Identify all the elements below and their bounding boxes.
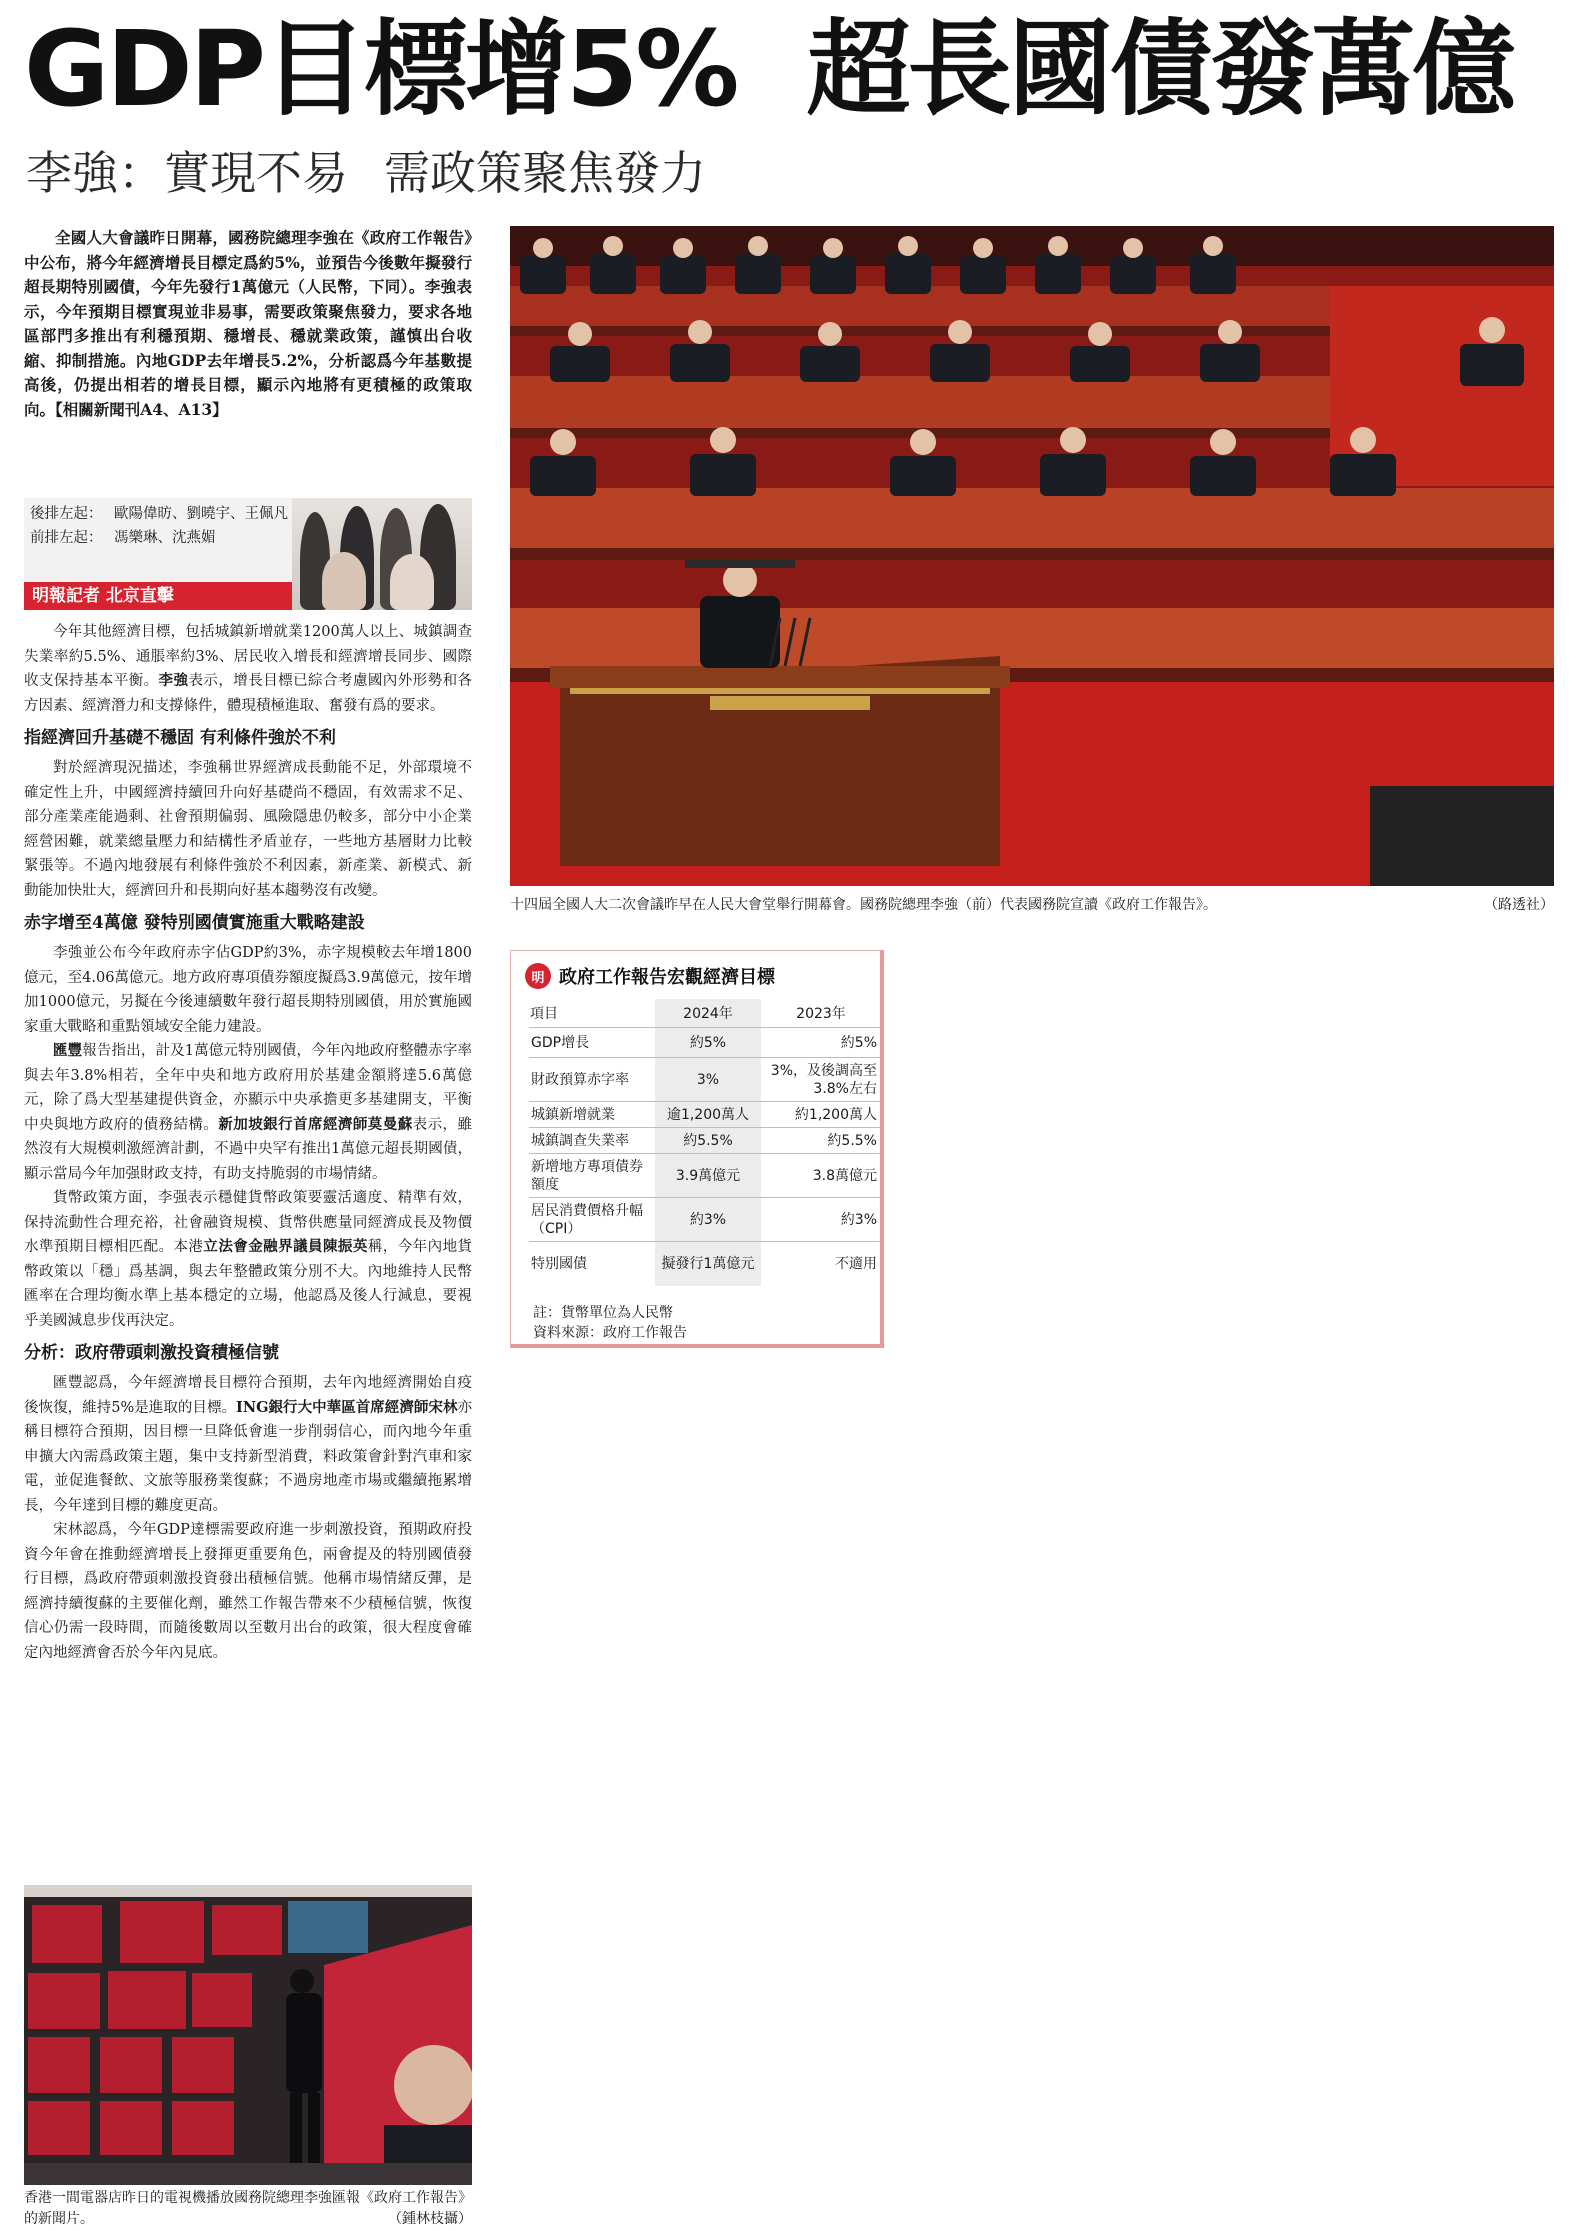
mingpao-logo-icon: 明 xyxy=(525,963,551,989)
subhead-part1: 李強：實現不易 xyxy=(26,146,348,200)
col-header: 2023年 xyxy=(796,1006,846,1022)
headline-part2: 超長國債發萬億 xyxy=(806,8,1514,130)
paragraph: 宋林認爲，今年GDP達標需要政府進一步刺激投資，預期政府投資今年會在推動經濟增長上發揮更重要角色，兩會提及的特別國債發行目標，爲政府帶頭刺激投資發出積極信號。他稱市場情緒反彈，是經濟持續復蘇的主要催化劑，雖然工作報告帶來不少積極信號，恢復信心仍需一段時間，而隨後數周以至數月出台的政策，很大程度會確定內地經濟會否於今年內見底。 xyxy=(24,1522,472,1661)
table-header xyxy=(525,961,865,991)
table-row: 財政預算赤字率 3% 3%，及後調高至3.8%左右 xyxy=(529,1058,881,1102)
paragraph: 對於經濟現況描述，李強稱世界經濟成長動能不足，外部環境不確定性上升，中國經濟持續回升向好基礎尚不穩固，有效需求不足、部分產業產能過剩、社會預期偏弱、風險隱患仍較多，部分中小企業經營困難，就業總量壓力和結構性矛盾並存，一些地方基層財力比較緊張等。不過內地發展有利條件強於不利因素，新產業、新模式、新動能加快壯大，經濟回升和長期向好基本趨勢沒有改變。 xyxy=(24,760,472,899)
table-row: 城鎮調查失業率 約5.5% 約5.5% xyxy=(529,1128,881,1154)
section-title: 分析：政府帶頭刺激投資積極信號 xyxy=(24,1343,279,1363)
paragraph: 匯豐認爲，今年經濟增長目標符合預期，去年內地經濟開始自疫後恢復，維持5%是進取的目標。ING銀行大中華區首席經濟師宋林亦稱目標符合預期，因目標一旦降低會進一步削弱信心，而內地今年重申擴大內需爲政策主題，集中支持新型消費，料政策會針對汽車和家電，並促進餐飲、文旅等服務業復蘇；不過房地產市場或繼續拖累增長，今年達到目標的難度更高。 xyxy=(24,1375,472,1514)
main-caption-text: 十四屆全國人大二次會議昨早在人民大會堂舉行開幕會。國務院總理李強（前）代表國務院宣讀《政府工作報告》。 xyxy=(510,897,1217,913)
tv-store-photo xyxy=(24,1885,472,2185)
table-row: 居民消費價格升幅（CPI） 約3% 約3% xyxy=(529,1198,881,1242)
table-notes xyxy=(533,1303,863,1343)
back-row-label: 後排左起： xyxy=(30,506,103,522)
lead-paragraph xyxy=(24,226,472,422)
front-row-label: 前排左起： xyxy=(30,530,103,546)
currency-note: 註：貨幣單位為人民幣 xyxy=(533,1305,673,1321)
table-row: GDP增長 約5% 約5% xyxy=(529,1028,881,1058)
press-label: 明報記者 北京直擊 xyxy=(24,582,294,610)
table-title: 政府工作報告宏觀經濟目標 xyxy=(559,967,775,988)
headline xyxy=(24,4,1564,134)
section-title: 赤字增至4萬億 發特別國債實施重大戰略建設 xyxy=(24,913,365,933)
paragraph: 今年其他經濟目標，包括城鎮新增就業1200萬人以上、城鎮調查失業率約5.5%、通脹率約3%、居民收入增長和經濟增長同步、國際收支保持基本平衡。李強表示，增長目標已綜合考慮國內外形勢和各方因素、經濟潛力和支撐條件，體現積極進取、奮發有爲的要求。 xyxy=(24,624,473,714)
headline-part1: GDP目標增5% xyxy=(24,8,737,130)
reporters-photo xyxy=(292,498,472,610)
col-header: 2024年 xyxy=(655,999,761,1028)
lead-text: 全國人大會議昨日開幕，國務院總理李強在《政府工作報告》中公布，將今年經濟增長目標定爲約5%，並預告今後數年擬發行超長期特別國債，今年先發行1萬億元（人民幣，下同）。李強表示，今年預期目標實現並非易事，需要政策聚焦發力，要求各地區部門多推出有利穩預期、穩增長、穩就業政策，謹慎出台收縮、抑制措施。內地GDP去年增長5.2%，分析認爲今年基數提高後，仍提出相若的增長目標，顯示內地將有更積極的政策取向。【相關新聞刊A4、A13】 xyxy=(24,228,472,419)
macro-targets-table xyxy=(529,999,881,1286)
article-body xyxy=(24,620,472,1665)
reporter-names xyxy=(30,504,290,548)
paragraph: 匯豐報告指出，計及1萬億元特別國債，今年內地政府整體赤字率與去年3.8%相若，全年中央和地方政府用於基建金額將達5.6萬億元，除了爲大型基建提供資金，亦顯示中央承擔更多基建開支，平衡中央與地方政府的債務結構。新加坡銀行首席經濟師莫曼蘇表示，雖然沒有大規模刺激經濟計劃，不過中央罕有推出1萬億元超長期國債，顯示當局今年加强財政支持，有助支持脆弱的市場情緒。 xyxy=(24,1042,473,1182)
main-photo xyxy=(510,226,1554,886)
reporter-box xyxy=(24,498,472,610)
subhead-part2: 需政策聚焦發力 xyxy=(384,146,706,200)
small-photo-caption xyxy=(24,2188,472,2230)
table-row: 特別國債 擬發行1萬億元 不適用 xyxy=(529,1242,881,1286)
col-header: 項目 xyxy=(530,1006,558,1022)
tv-wall-illustration xyxy=(24,1885,472,2185)
back-row-names: 歐陽偉昉、劉曉宇、王佩凡 xyxy=(114,506,288,522)
assembly-hall-illustration xyxy=(510,226,1554,886)
paragraph: 貨幣政策方面，李强表示穩健貨幣政策要靈活適度、精準有效，保持流動性合理充裕，社會融資規模、貨幣供應量同經濟成長及物價水準預期目標相匹配。本港立法會金融界議員陳振英稱，今年內地貨幣政策以「穩」爲基調，與去年整體政策分別不大。內地維持人民幣匯率在合理均衡水準上基本穩定的立場，他認爲及後人行減息，要視乎美國減息步伐再決定。 xyxy=(24,1190,473,1329)
small-caption-text: 香港一間電器店昨日的電視機播放國務院總理李強匯報《政府工作報告》的新聞片。 xyxy=(24,2190,472,2227)
paragraph: 李強並公布今年政府赤字佔GDP約3%，赤字規模較去年增1800億元，至4.06萬億元。地方政府專項債券額度擬爲3.9萬億元，按年增加1000億元，另擬在今後連續數年發行超長期特別國債，用於實施國家重大戰略和重點領域安全能力建設。 xyxy=(24,945,472,1035)
macro-targets-table-box xyxy=(510,950,884,1348)
table-row: 新增地方專項債券額度 3.9萬億元 3.8萬億元 xyxy=(529,1154,881,1198)
main-photo-credit: （路透社） xyxy=(1484,897,1554,913)
main-photo-caption xyxy=(510,894,1554,916)
source-note: 資料來源：政府工作報告 xyxy=(533,1325,687,1341)
front-row-names: 馮樂琳、沈燕媚 xyxy=(114,530,216,546)
subheadline xyxy=(26,138,1026,208)
small-photo-credit: （鍾林枝攝） xyxy=(388,2211,472,2227)
section-title: 指經濟回升基礎不穩固 有利條件強於不利 xyxy=(24,728,336,748)
table-row: 城鎮新增就業 逾1,200萬人 約1,200萬人 xyxy=(529,1102,881,1128)
